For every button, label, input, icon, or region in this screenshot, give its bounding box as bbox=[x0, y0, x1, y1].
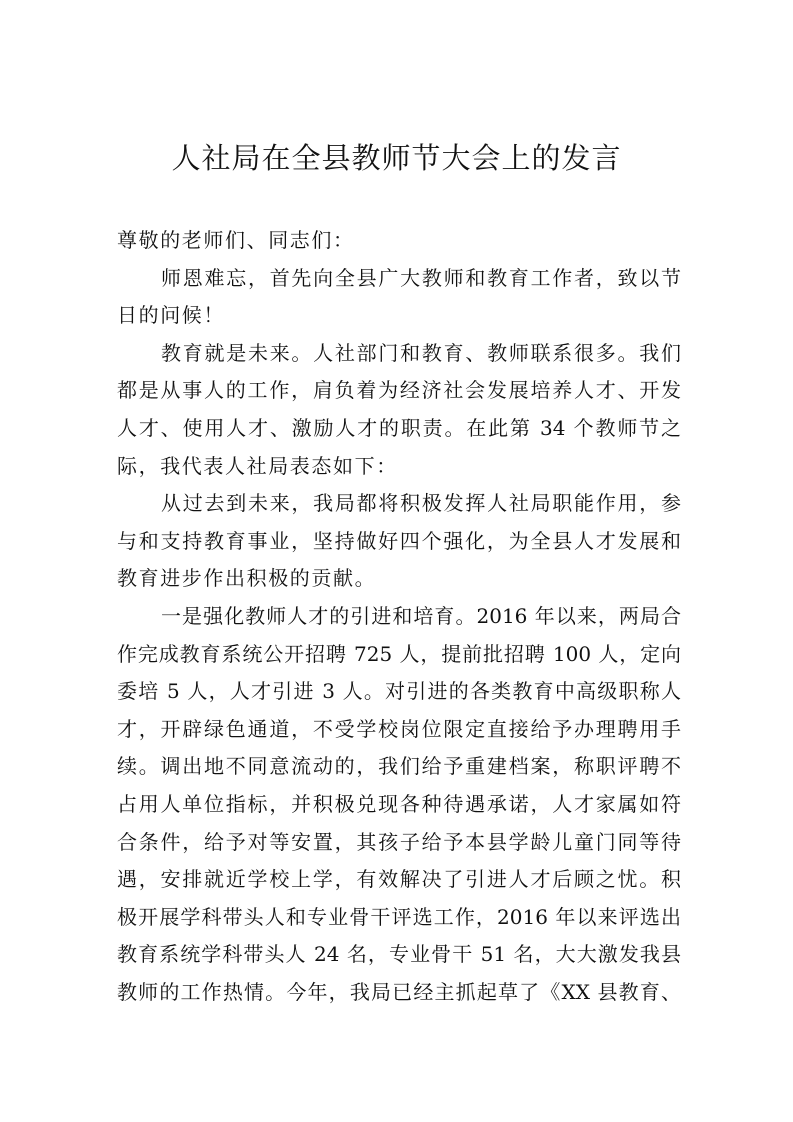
paragraph bbox=[117, 260, 681, 335]
text-line: 都是从事人的工作，肩负着为经济社会发展培养人才、开发 bbox=[117, 378, 681, 403]
text-line: 作完成教育系统公开招聘 725 人，提前批招聘 100 人，定向 bbox=[117, 641, 681, 666]
paragraph bbox=[117, 335, 681, 485]
text-line: 从过去到未来，我局都将积极发挥人社局职能作用，参 bbox=[161, 491, 681, 516]
text-line: 遇，安排就近学校上学，有效解决了引进人才后顾之忧。积 bbox=[117, 867, 681, 892]
text-line: 日的问候！ bbox=[117, 303, 225, 328]
paragraph bbox=[117, 485, 681, 598]
text-line: 一是强化教师人才的引进和培育。2016 年以来，两局合 bbox=[161, 603, 681, 628]
document-body bbox=[117, 222, 681, 1011]
text-line: 委培 5 人，人才引进 3 人。对引进的各类教育中高级职称人 bbox=[117, 679, 681, 704]
document-title: 人社局在全县教师节大会上的发言 bbox=[171, 141, 622, 175]
paragraph bbox=[117, 222, 681, 260]
text-line: 尊敬的老师们、同志们： bbox=[117, 228, 355, 252]
text-line: 师恩难忘，首先向全县广大教师和教育工作者，致以节 bbox=[161, 265, 681, 290]
paragraph bbox=[117, 598, 681, 1012]
text-line: 与和支持教育事业，坚持做好四个强化，为全县人才发展和 bbox=[117, 528, 681, 553]
text-line: 人才、使用人才、激励人才的职责。在此第 34 个教师节之 bbox=[117, 415, 681, 440]
text-line: 才，开辟绿色通道，不受学校岗位限定直接给予办理聘用手 bbox=[117, 716, 681, 741]
text-line: 教育系统学科带头人 24 名，专业骨干 51 名，大大激发我县 bbox=[117, 942, 681, 967]
text-line: 极开展学科带头人和专业骨干评选工作，2016 年以来评选出 bbox=[117, 904, 681, 929]
text-line: 占用人单位指标，并积极兑现各种待遇承诺，人才家属如符 bbox=[117, 791, 681, 816]
text-line: 续。调出地不同意流动的，我们给予重建档案，称职评聘不 bbox=[117, 754, 681, 779]
text-line: 教育进步作出积极的贡献。 bbox=[117, 566, 377, 591]
text-line: 教师的工作热情。今年，我局已经主抓起草了《XX 县教育、 bbox=[117, 979, 681, 1004]
text-line: 教育就是未来。人社部门和教育、教师联系很多。我们 bbox=[161, 340, 681, 365]
text-line: 际，我代表人社局表态如下： bbox=[117, 453, 398, 478]
text-line: 合条件，给予对等安置，其孩子给予本县学龄儿童门同等待 bbox=[117, 829, 681, 854]
